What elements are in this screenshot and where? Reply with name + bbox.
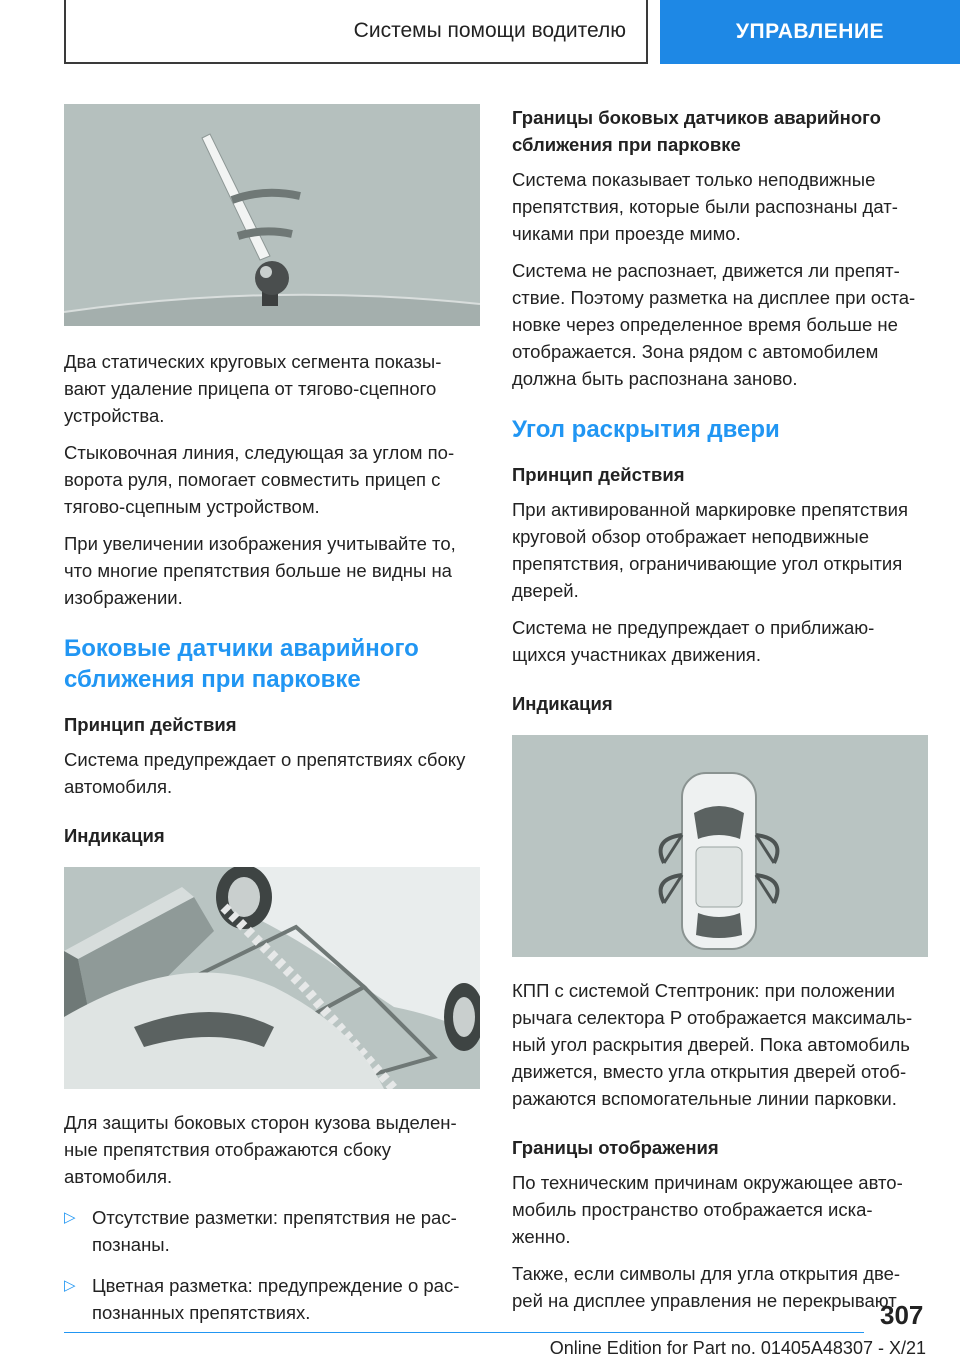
list-item [64,1272,480,1326]
list-item [64,1204,480,1258]
paragraph: Система предупреждает о препятствиях сбоку автомобиля. [64,749,466,797]
paragraph: Система не предупреждает о приближаю-щихся участниках движения. [512,617,875,665]
side-sensors-figure [64,867,480,1089]
subheading: Индикация [512,693,613,714]
page-number: 307 [880,1300,924,1330]
trailer-hitch-figure [64,104,480,326]
paragraph: Для защиты боковых сторон кузова выделен-ные препятствия отображаются сбоку автомобиля. [64,1112,457,1187]
paragraph: Система не распознает, движется ли препят-ствие. Поэтому разметка на дисплее при оста-новке через определенное время больше не отображается. Зона рядом с автомобилем должна быть распознана заново. [512,260,916,389]
subheading: Границы боковых датчиков аварийного сближения при парковке [512,107,881,155]
paragraph: Система показывает только неподвижные препятствия, которые были распознаны дат-чиками при проезде мимо. [512,169,898,244]
list-item-text: Цветная разметка: предупреждение о рас-познанных препятствиях. [92,1275,460,1323]
section-heading: Угол раскрытия двери [512,416,780,443]
running-header [64,0,648,64]
door-angle-figure [512,735,928,957]
section-heading: Боковые датчики аварийного сближения при парковке [64,635,419,693]
subheading: Границы отображения [512,1137,719,1158]
footer-divider [64,1332,864,1333]
chapter-title: УПРАВЛЕНИЕ [735,20,885,43]
bullet-list [64,1204,480,1326]
trailer-hitch-illustration [64,104,480,326]
list-item-text: Отсутствие разметки: препятствия не рас-познаны. [92,1207,457,1255]
paragraph: При увеличении изображения учитывайте то, что многие препятствия больше не видны на изображении. [64,533,456,608]
paragraph: По техническим причинам окружающее авто-мобиль пространство отображается иска-женно. [512,1172,903,1247]
subheading: Индикация [64,825,165,846]
chapter-tab [660,0,960,64]
triangle-bullet-icon: ▷ [64,1277,76,1294]
paragraph: При активированной маркировке препятствия круговой обзор отображает неподвижные препятствия, ограничивающие угол открытия дверей. [512,499,908,601]
section-title: Системы помощи водителю [353,19,626,42]
paragraph: Два статических круговых сегмента показы-вают удаление прицепа от тягово-сцепного устройства. [64,351,442,426]
door-angle-illustration [512,735,928,957]
right-column [512,104,928,1324]
subheading: Принцип действия [64,714,237,735]
paragraph: КПП с системой Стептроник: при положении рычага селектора P отображается максималь-ный угол раскрытия дверей. Пока автомобиль движется, вместо угла открытия дверей отоб-ражаются вспомогательные линии парковки. [512,980,913,1109]
triangle-bullet-icon: ▷ [64,1209,76,1226]
edition-footer: Online Edition for Part no. 01405A48307 - X/21 [549,1338,926,1358]
subheading: Принцип действия [512,464,685,485]
paragraph: Стыковочная линия, следующая за углом по-ворота руля, помогает совместить прицеп с тягово-сцепным устройством. [64,442,455,517]
paragraph: Также, если символы для угла открытия две-рей на дисплее управления не перекрывают [512,1263,901,1311]
left-column [64,104,480,1340]
side-sensors-illustration [64,867,480,1089]
